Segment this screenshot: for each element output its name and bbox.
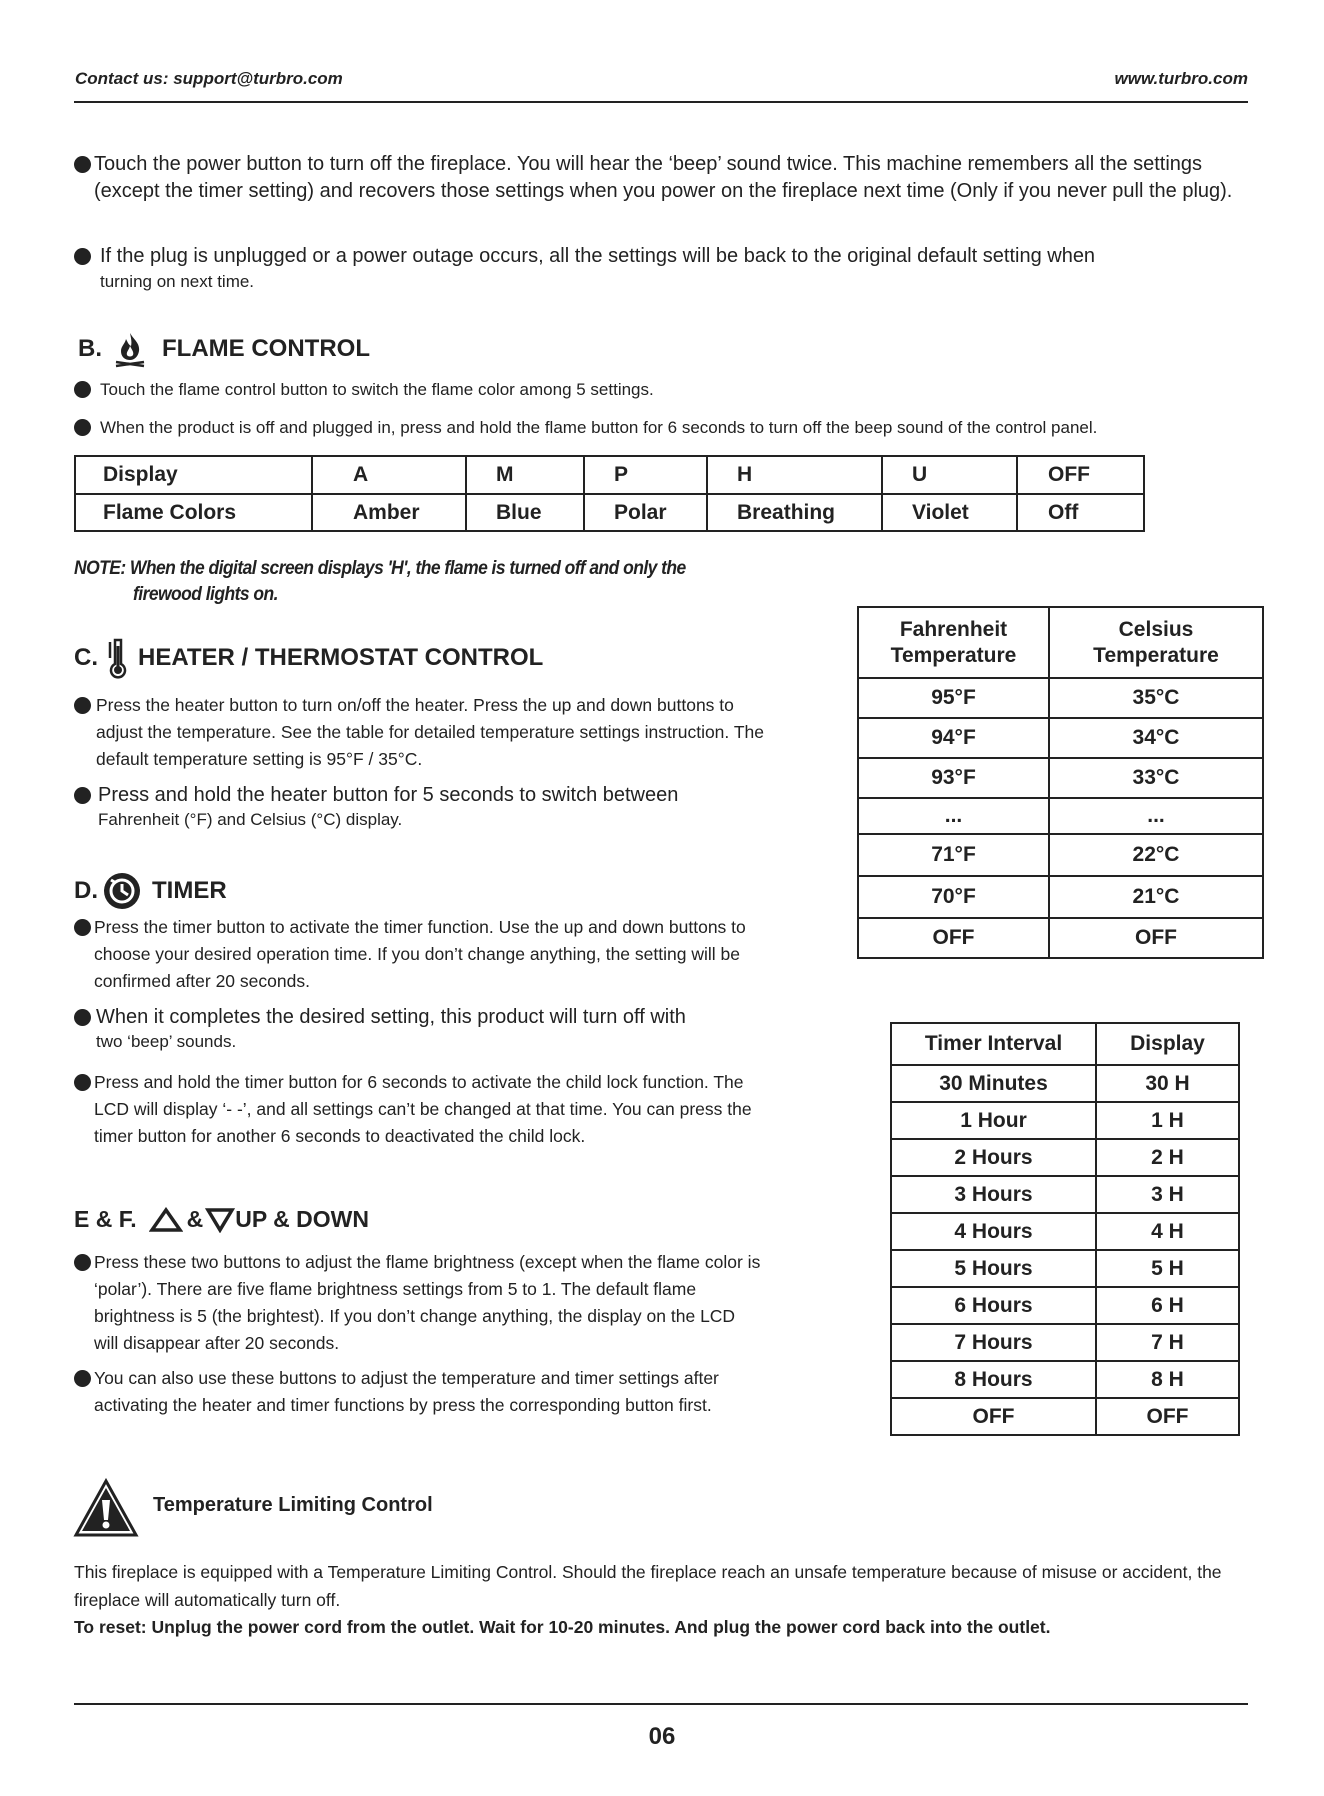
reset-instructions: To reset: Unplug the power cord from the outlet. Wait for 10-20 minutes. And plug the power cord back into the outlet.: [74, 1617, 1051, 1637]
temperature-table: [857, 606, 1264, 959]
table-cell: 6 H: [1096, 1287, 1239, 1324]
thermometer-icon: [104, 636, 132, 680]
table-row: [891, 1102, 1239, 1139]
warning-icon: [73, 1478, 139, 1538]
bullet-icon: [74, 919, 91, 936]
table-cell: H: [707, 456, 882, 494]
table-cell: Polar: [584, 494, 707, 531]
table-cell: 21°C: [1049, 876, 1263, 918]
table-row: [891, 1324, 1239, 1361]
table-cell: 7 H: [1096, 1324, 1239, 1361]
up-down-heading: E & F. & UP & DOWN: [74, 1206, 369, 1232]
table-cell: 3 H: [1096, 1176, 1239, 1213]
table-cell: Blue: [466, 494, 584, 531]
table-row: [891, 1139, 1239, 1176]
table-cell: 33°C: [1049, 758, 1263, 798]
table-row: [891, 1213, 1239, 1250]
table-cell: Off: [1017, 494, 1144, 531]
bullet-icon: [74, 248, 91, 265]
flame-note-line-2: firewood lights on.: [133, 584, 278, 605]
temperature-table-header: [858, 607, 1263, 678]
flame-colors-table: [74, 455, 1145, 532]
flame-icon: [112, 330, 148, 368]
page-number: 06: [648, 1723, 676, 1750]
table-cell: Fahrenheit Temperature: [858, 607, 1049, 678]
bullet-icon: [74, 1254, 91, 1271]
flame-note-line-1: NOTE: When the digital screen displays 'H', the flame is turned off and only the: [74, 558, 686, 579]
bullet-icon: [74, 419, 91, 436]
bullet-icon: [74, 787, 91, 804]
table-cell: ...: [1049, 798, 1263, 834]
table-cell: Timer Interval: [891, 1023, 1096, 1065]
table-cell: 5 Hours: [891, 1250, 1096, 1287]
bullet-icon: [74, 1074, 91, 1091]
table-cell: 1 Hour: [891, 1102, 1096, 1139]
table-cell: 30 Minutes: [891, 1065, 1096, 1102]
table-cell: Celsius Temperature: [1049, 607, 1263, 678]
table-cell: P: [584, 456, 707, 494]
table-cell: Violet: [882, 494, 1017, 531]
bullet-icon: [74, 381, 91, 398]
table-cell: Display: [75, 456, 312, 494]
table-row: [891, 1287, 1239, 1324]
flame-table-colors-row: [75, 494, 1144, 531]
table-cell: 2 Hours: [891, 1139, 1096, 1176]
table-cell: OFF: [858, 918, 1049, 958]
table-row: [858, 758, 1263, 798]
table-row: [858, 876, 1263, 918]
table-cell: OFF: [1096, 1398, 1239, 1435]
header-divider: [74, 101, 1248, 103]
timer-table: [890, 1022, 1240, 1436]
table-cell: 71°F: [858, 834, 1049, 876]
table-cell: OFF: [1017, 456, 1144, 494]
table-row: [858, 798, 1263, 834]
website-url: www.turbro.com: [1114, 69, 1248, 88]
table-cell: 95°F: [858, 678, 1049, 718]
table-cell: M: [466, 456, 584, 494]
table-row: [891, 1065, 1239, 1102]
table-cell: 93°F: [858, 758, 1049, 798]
table-cell: 22°C: [1049, 834, 1263, 876]
table-cell: Flame Colors: [75, 494, 312, 531]
table-row: [891, 1176, 1239, 1213]
table-cell: A: [312, 456, 466, 494]
table-cell: Display: [1096, 1023, 1239, 1065]
temperature-limiting-title: Temperature Limiting Control: [153, 1494, 433, 1516]
table-cell: 70°F: [858, 876, 1049, 918]
flame-control-heading: B. FLAME CONTROL: [78, 330, 370, 368]
up-triangle-icon: [149, 1207, 183, 1233]
table-cell: 8 H: [1096, 1361, 1239, 1398]
table-cell: 35°C: [1049, 678, 1263, 718]
table-row: [858, 678, 1263, 718]
table-row: [891, 1398, 1239, 1435]
table-row: [891, 1250, 1239, 1287]
flame-table-display-row: [75, 456, 1144, 494]
heater-heading: C. HEATER / THERMOSTAT CONTROL: [74, 636, 543, 680]
bullet-icon: [74, 156, 91, 173]
table-cell: 6 Hours: [891, 1287, 1096, 1324]
temperature-limiting-text: This fireplace is equipped with a Temperature Limiting Control. Should the fireplace reach an unsafe temperature because of misuse or accident, the fireplace will automatically turn off.: [74, 1562, 1222, 1610]
table-cell: 3 Hours: [891, 1176, 1096, 1213]
table-cell: 4 H: [1096, 1213, 1239, 1250]
table-cell: OFF: [891, 1398, 1096, 1435]
table-cell: 30 H: [1096, 1065, 1239, 1102]
table-cell: 8 Hours: [891, 1361, 1096, 1398]
table-row: [858, 918, 1263, 958]
table-cell: 4 Hours: [891, 1213, 1096, 1250]
table-cell: U: [882, 456, 1017, 494]
timer-icon: [102, 871, 142, 911]
table-cell: OFF: [1049, 918, 1263, 958]
table-row: [858, 718, 1263, 758]
table-cell: 7 Hours: [891, 1324, 1096, 1361]
table-cell: 94°F: [858, 718, 1049, 758]
bullet-icon: [74, 1370, 91, 1387]
table-row: [858, 834, 1263, 876]
table-cell: Amber: [312, 494, 466, 531]
down-triangle-icon: [205, 1207, 235, 1233]
timer-heading: D. TIMER: [74, 871, 227, 911]
bullet-icon: [74, 1009, 91, 1026]
footer-divider: [74, 1703, 1248, 1705]
table-cell: 1 H: [1096, 1102, 1239, 1139]
table-cell: 2 H: [1096, 1139, 1239, 1176]
table-cell: 34°C: [1049, 718, 1263, 758]
table-row: [891, 1361, 1239, 1398]
timer-table-header: [891, 1023, 1239, 1065]
table-cell: Breathing: [707, 494, 882, 531]
table-cell: 5 H: [1096, 1250, 1239, 1287]
bullet-icon: [74, 697, 91, 714]
table-cell: ...: [858, 798, 1049, 834]
contact-email: Contact us: support@turbro.com: [75, 69, 343, 88]
